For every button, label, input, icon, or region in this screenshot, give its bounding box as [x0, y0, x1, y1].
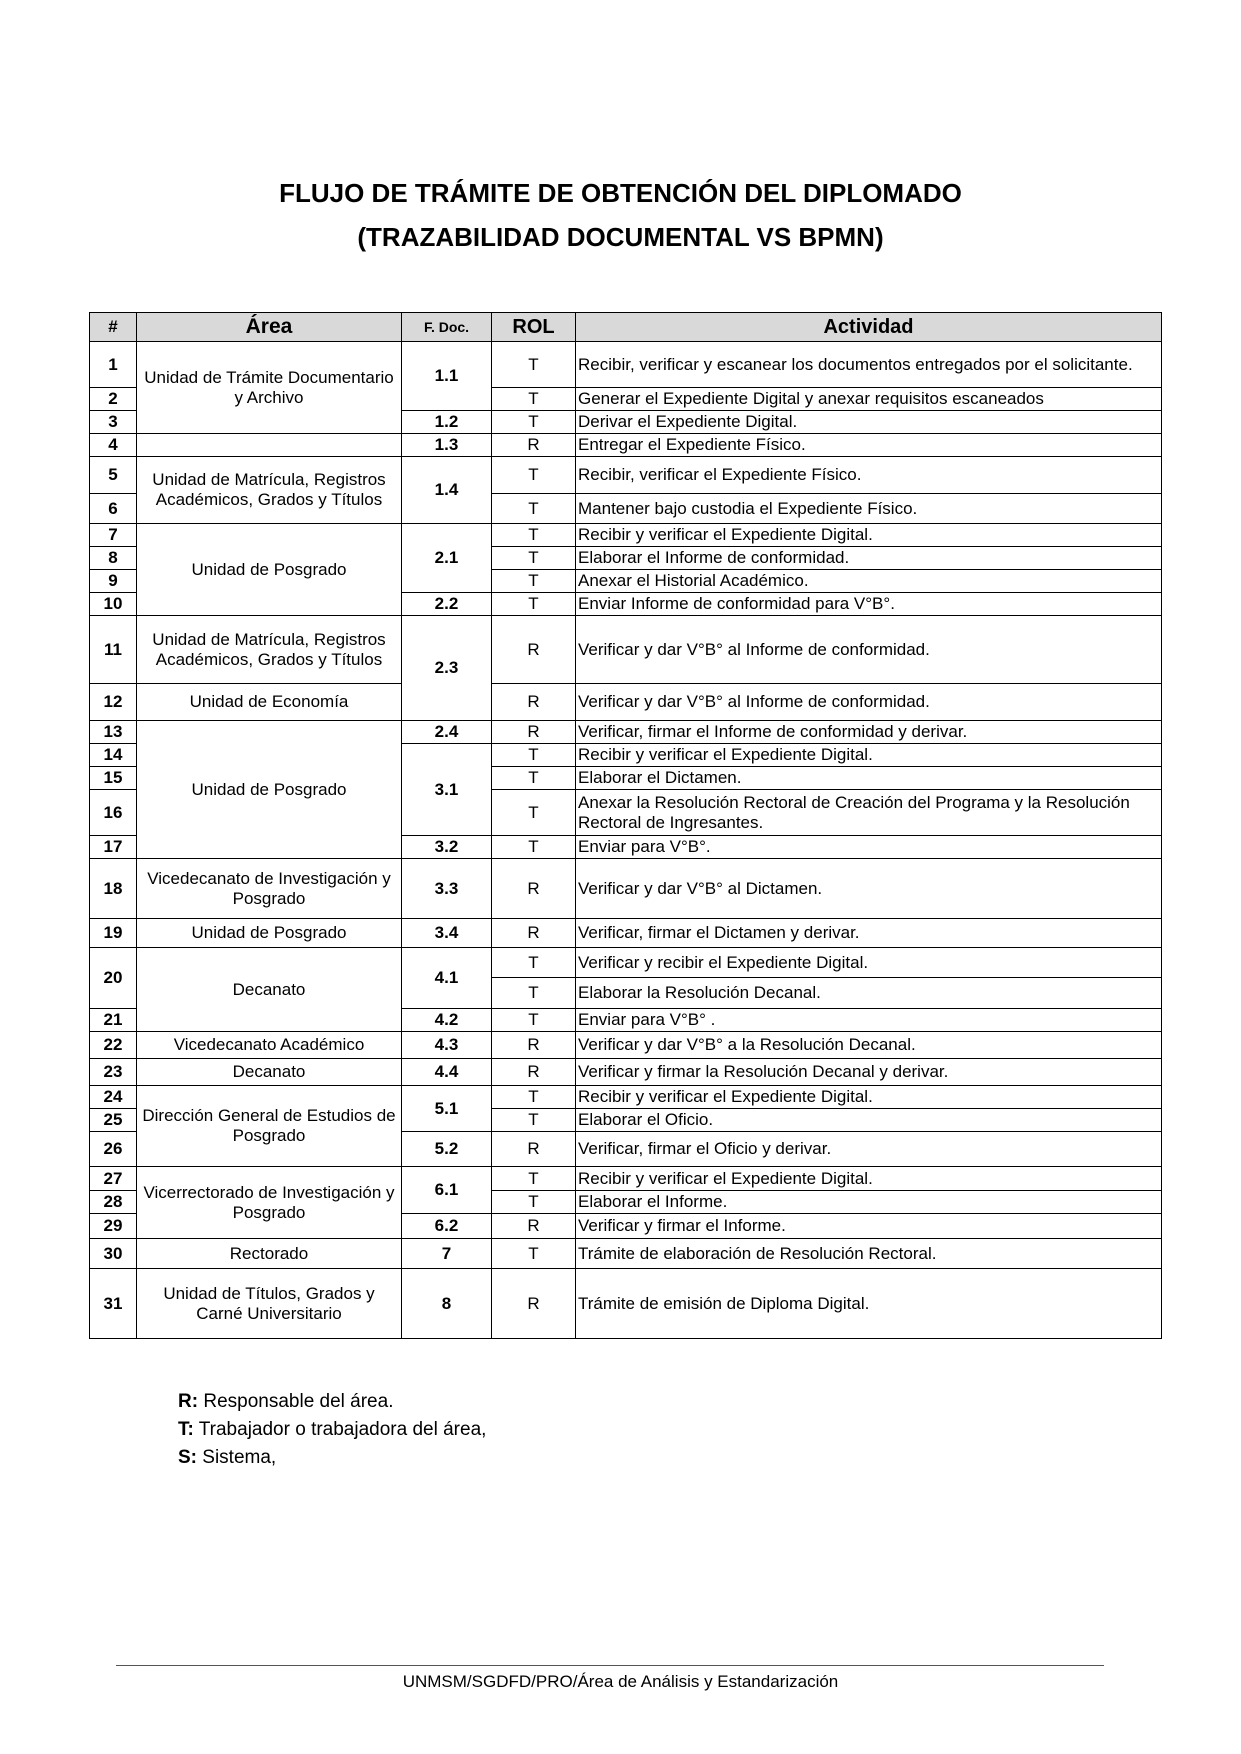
table-row	[90, 919, 1162, 948]
rol-cell: R	[492, 1032, 576, 1059]
table-row	[90, 1269, 1162, 1339]
legend-item-t	[178, 1416, 486, 1444]
activity-cell: Recibir y verificar el Expediente Digital.	[576, 744, 1162, 767]
rol-cell: T	[492, 457, 576, 494]
rol-cell: T	[492, 790, 576, 836]
fdoc-cell: 8	[402, 1269, 492, 1339]
rol-cell: T	[492, 836, 576, 859]
table-row	[90, 1032, 1162, 1059]
activity-cell: Mantener bajo custodia el Expediente Físico.	[576, 494, 1162, 524]
area-cell: Decanato	[137, 1059, 402, 1086]
activity-cell: Recibir, verificar y escanear los documentos entregados por el solicitante.	[576, 342, 1162, 388]
fdoc-cell: 6.1	[402, 1167, 492, 1214]
table-row	[90, 1167, 1162, 1191]
rol-cell: T	[492, 1239, 576, 1269]
activity-cell: Enviar para V°B°.	[576, 836, 1162, 859]
area-cell: Decanato	[137, 948, 402, 1032]
fdoc-cell: 4.1	[402, 948, 492, 1009]
row-number: 23	[90, 1059, 137, 1086]
fdoc-cell: 4.3	[402, 1032, 492, 1059]
row-number: 21	[90, 1009, 137, 1032]
row-number: 18	[90, 859, 137, 919]
fdoc-cell: 1.2	[402, 411, 492, 434]
activity-cell: Elaborar el Oficio.	[576, 1109, 1162, 1132]
document-subtitle: (TRAZABILIDAD DOCUMENTAL VS BPMN)	[357, 222, 884, 252]
activity-cell: Entregar el Expediente Físico.	[576, 434, 1162, 457]
header-rol: ROL	[492, 313, 576, 342]
fdoc-cell: 2.1	[402, 524, 492, 593]
fdoc-cell: 3.2	[402, 836, 492, 859]
area-cell: Vicedecanato Académico	[137, 1032, 402, 1059]
row-number: 15	[90, 767, 137, 790]
row-number: 3	[90, 411, 137, 434]
document-title: FLUJO DE TRÁMITE DE OBTENCIÓN DEL DIPLOMADO	[279, 178, 962, 208]
rol-cell: T	[492, 1109, 576, 1132]
legend-key-t: T:	[178, 1419, 194, 1440]
rol-cell: R	[492, 1132, 576, 1167]
rol-cell: T	[492, 593, 576, 616]
rol-cell: T	[492, 1009, 576, 1032]
fdoc-cell: 4.4	[402, 1059, 492, 1086]
row-number: 10	[90, 593, 137, 616]
table-row	[90, 342, 1162, 388]
rol-cell: R	[492, 1059, 576, 1086]
fdoc-cell: 4.2	[402, 1009, 492, 1032]
activity-cell: Verificar y firmar el Informe.	[576, 1214, 1162, 1239]
row-number: 11	[90, 616, 137, 684]
fdoc-cell: 3.3	[402, 859, 492, 919]
row-number: 17	[90, 836, 137, 859]
area-cell: Unidad de Matrícula, Registros Académicos, Grados y Títulos	[137, 616, 402, 684]
activity-cell: Verificar y dar V°B° al Informe de conformidad.	[576, 684, 1162, 721]
activity-cell: Elaborar el Informe de conformidad.	[576, 547, 1162, 570]
activity-cell: Verificar, firmar el Informe de conformidad y derivar.	[576, 721, 1162, 744]
rol-cell: R	[492, 1269, 576, 1339]
rol-cell: T	[492, 767, 576, 790]
row-number: 5	[90, 457, 137, 494]
area-cell: Unidad de Trámite Documentario y Archivo	[137, 342, 402, 434]
activity-cell: Generar el Expediente Digital y anexar requisitos escaneados	[576, 388, 1162, 411]
table-header-row	[90, 313, 1162, 342]
footer-divider	[116, 1665, 1104, 1666]
rol-cell: R	[492, 721, 576, 744]
rol-cell: R	[492, 919, 576, 948]
table-row	[90, 859, 1162, 919]
activity-cell: Verificar y dar V°B° al Dictamen.	[576, 859, 1162, 919]
area-cell: Vicerrectorado de Investigación y Posgrado	[137, 1167, 402, 1239]
area-cell: Unidad de Matrícula, Registros Académicos, Grados y Títulos	[137, 457, 402, 524]
row-number: 22	[90, 1032, 137, 1059]
table-row	[90, 616, 1162, 684]
area-cell: Unidad de Títulos, Grados y Carné Universitario	[137, 1269, 402, 1339]
rol-cell: T	[492, 494, 576, 524]
header-num: #	[90, 313, 137, 342]
table-row	[90, 684, 1162, 721]
page-footer: UNMSM/SGDFD/PRO/Área de Análisis y Estandarización	[402, 1672, 839, 1691]
rol-cell: T	[492, 411, 576, 434]
activity-cell: Trámite de emisión de Diploma Digital.	[576, 1269, 1162, 1339]
rol-cell: T	[492, 744, 576, 767]
row-number: 28	[90, 1191, 137, 1214]
area-cell: Unidad de Posgrado	[137, 524, 402, 616]
legend-item-s	[178, 1444, 486, 1472]
rol-cell: T	[492, 1191, 576, 1214]
area-cell	[137, 434, 402, 457]
table-row	[90, 1059, 1162, 1086]
rol-cell: T	[492, 524, 576, 547]
row-number: 26	[90, 1132, 137, 1167]
row-number: 29	[90, 1214, 137, 1239]
rol-cell: T	[492, 388, 576, 411]
table-row	[90, 524, 1162, 547]
fdoc-cell: 1.3	[402, 434, 492, 457]
row-number: 13	[90, 721, 137, 744]
fdoc-cell: 5.1	[402, 1086, 492, 1132]
activity-cell: Verificar y dar V°B° al Informe de conformidad.	[576, 616, 1162, 684]
activity-cell: Verificar y dar V°B° a la Resolución Decanal.	[576, 1032, 1162, 1059]
rol-cell: R	[492, 434, 576, 457]
rol-cell: T	[492, 1086, 576, 1109]
legend-key-s: S:	[178, 1447, 197, 1468]
area-cell: Unidad de Economía	[137, 684, 402, 721]
activity-cell: Recibir y verificar el Expediente Digital.	[576, 1167, 1162, 1191]
row-number: 30	[90, 1239, 137, 1269]
rol-cell: T	[492, 1167, 576, 1191]
activity-cell: Verificar y firmar la Resolución Decanal y derivar.	[576, 1059, 1162, 1086]
fdoc-cell: 1.1	[402, 342, 492, 411]
activity-cell: Recibir y verificar el Expediente Digital.	[576, 1086, 1162, 1109]
row-number: 14	[90, 744, 137, 767]
area-cell: Unidad de Posgrado	[137, 919, 402, 948]
row-number: 24	[90, 1086, 137, 1109]
table-row	[90, 948, 1162, 978]
activity-cell: Anexar el Historial Académico.	[576, 570, 1162, 593]
row-number: 4	[90, 434, 137, 457]
fdoc-cell: 6.2	[402, 1214, 492, 1239]
fdoc-cell: 3.1	[402, 744, 492, 836]
legend-item-r	[178, 1388, 486, 1416]
activity-cell: Enviar Informe de conformidad para V°B°.	[576, 593, 1162, 616]
rol-cell: R	[492, 684, 576, 721]
activity-cell: Derivar el Expediente Digital.	[576, 411, 1162, 434]
area-cell: Dirección General de Estudios de Posgrado	[137, 1086, 402, 1167]
table-row	[90, 721, 1162, 744]
row-number: 31	[90, 1269, 137, 1339]
legend-text-r: Responsable del área.	[203, 1391, 394, 1412]
row-number: 20	[90, 948, 137, 1009]
activity-cell: Elaborar el Informe.	[576, 1191, 1162, 1214]
legend	[178, 1388, 486, 1472]
fdoc-cell: 2.2	[402, 593, 492, 616]
table-row	[90, 1239, 1162, 1269]
area-cell: Vicedecanato de Investigación y Posgrado	[137, 859, 402, 919]
activity-cell: Elaborar la Resolución Decanal.	[576, 978, 1162, 1009]
legend-key-r: R:	[178, 1391, 199, 1412]
rol-cell: R	[492, 859, 576, 919]
table-row	[90, 434, 1162, 457]
rol-cell: T	[492, 978, 576, 1009]
area-cell: Unidad de Posgrado	[137, 721, 402, 859]
fdoc-cell: 2.4	[402, 721, 492, 744]
row-number: 8	[90, 547, 137, 570]
row-number: 9	[90, 570, 137, 593]
row-number: 6	[90, 494, 137, 524]
rol-cell: T	[492, 948, 576, 978]
flow-table	[89, 312, 1162, 1339]
row-number: 12	[90, 684, 137, 721]
fdoc-cell: 7	[402, 1239, 492, 1269]
activity-cell: Verificar y recibir el Expediente Digital.	[576, 948, 1162, 978]
activity-cell: Recibir y verificar el Expediente Digital.	[576, 524, 1162, 547]
activity-cell: Anexar la Resolución Rectoral de Creación del Programa y la Resolución Rectoral de Ingresantes.	[576, 790, 1162, 836]
rol-cell: R	[492, 1214, 576, 1239]
fdoc-cell: 1.4	[402, 457, 492, 524]
row-number: 27	[90, 1167, 137, 1191]
header-actividad: Actividad	[576, 313, 1162, 342]
row-number: 19	[90, 919, 137, 948]
fdoc-cell: 5.2	[402, 1132, 492, 1167]
legend-text-t: Trabajador o trabajadora del área,	[198, 1419, 487, 1440]
activity-cell: Trámite de elaboración de Resolución Rectoral.	[576, 1239, 1162, 1269]
header-fdoc: F. Doc.	[402, 313, 492, 342]
fdoc-cell: 2.3	[402, 616, 492, 721]
header-area: Área	[137, 313, 402, 342]
area-cell: Rectorado	[137, 1239, 402, 1269]
row-number: 25	[90, 1109, 137, 1132]
activity-cell: Verificar, firmar el Dictamen y derivar.	[576, 919, 1162, 948]
legend-text-s: Sistema,	[202, 1447, 277, 1468]
rol-cell: T	[492, 547, 576, 570]
rol-cell: T	[492, 570, 576, 593]
row-number: 7	[90, 524, 137, 547]
table-row	[90, 457, 1162, 494]
activity-cell: Verificar, firmar el Oficio y derivar.	[576, 1132, 1162, 1167]
rol-cell: T	[492, 342, 576, 388]
table-row	[90, 1086, 1162, 1109]
activity-cell: Recibir, verificar el Expediente Físico.	[576, 457, 1162, 494]
row-number: 2	[90, 388, 137, 411]
activity-cell: Elaborar el Dictamen.	[576, 767, 1162, 790]
activity-cell: Enviar para V°B° .	[576, 1009, 1162, 1032]
row-number: 16	[90, 790, 137, 836]
fdoc-cell: 3.4	[402, 919, 492, 948]
rol-cell: R	[492, 616, 576, 684]
row-number: 1	[90, 342, 137, 388]
